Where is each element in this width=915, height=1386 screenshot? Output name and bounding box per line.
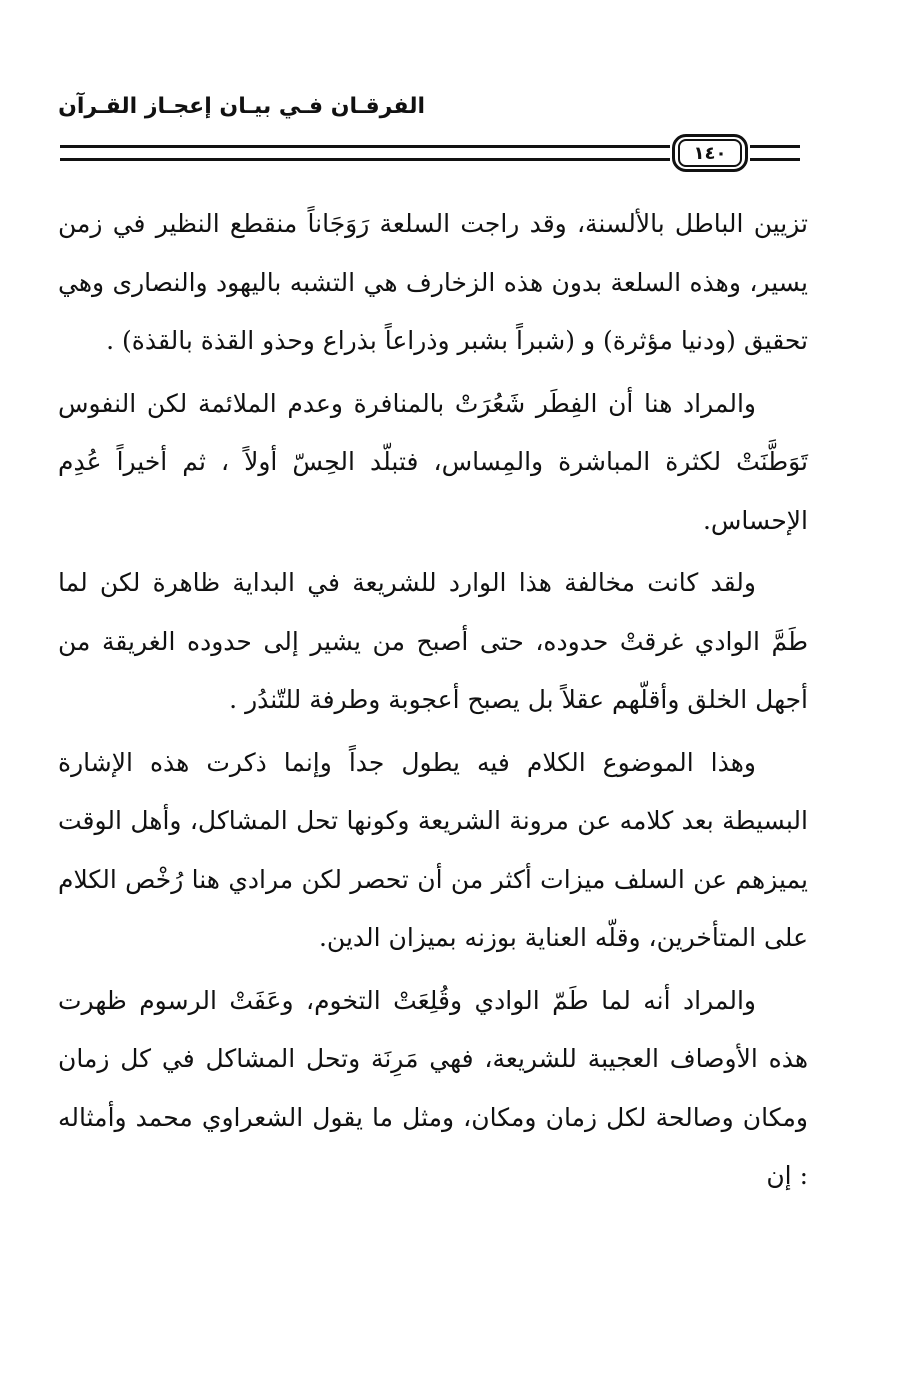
body-text — [58, 195, 808, 1206]
header-rule-right-top — [750, 145, 800, 148]
paragraph-5: والمراد أنه لما طَمّ الوادي وقُلِعَتْ التخوم، وعَفَتْ الرسوم ظهرت هذه الأوصاف العجيبة للشريعة، فهي مَرِنَة وتحل المشاكل في كل زمان ومكان وصالحة لكل زمان ومكان، ومثل ما يقول الشعراوي محمد وأمثاله : إن — [58, 985, 808, 1190]
header-rule-bottom — [60, 158, 670, 161]
running-title: الفرقـان فـي بيـان إعجـاز القـرآن — [58, 94, 425, 119]
paragraph-3: ولقد كانت مخالفة هذا الوارد للشريعة في البداية ظاهرة لكن لما طَمَّ الوادي غرقتْ حدوده، حتى أصبح من يشير إلى حدوده الغريقة من أجهل الخلق وأقلّهم عقلاً بل يصبح أعجوبة وطرفة للتّندُر . — [58, 568, 808, 714]
paragraph-1: تزيين الباطل بالألسنة، وقد راجت السلعة رَوَجَاناً منقطع النظير في زمن يسير، وهذه السلعة بدون هذه الزخارف هي التشبه باليهود والنصارى وهي تحقيق (ودنيا مؤثرة) و (شبراً بشبر وذراعاً بذراع وحذو القذة بالقذة) . — [58, 209, 808, 355]
page-number: ١٤٠ — [678, 139, 742, 167]
paragraph-4: وهذا الموضوع الكلام فيه يطول جداً وإنما ذكرت هذه الإشارة البسيطة بعد كلامه عن مرونة الشريعة وكونها تحل المشاكل، وأهل الوقت يميزهم عن السلف ميزات أكثر من أن تحصر لكن مرادي هنا رُخْص الكلام على المتأخرين، وقلّه العناية بوزنه بميزان الدين. — [58, 747, 808, 952]
paragraph-2: والمراد هنا أن الفِطَر شَعُرَتْ بالمنافرة وعدم الملائمة لكن النفوس تَوَطَّنَتْ لكثرة المباشرة والمِساس، فتبلّد الحِسّ أولاً ، ثم أخيراً عُدِم الإحساس. — [58, 388, 808, 535]
header-rule-right-bottom — [750, 158, 800, 161]
header-rule-top — [60, 145, 670, 148]
page-number-frame — [672, 134, 748, 172]
